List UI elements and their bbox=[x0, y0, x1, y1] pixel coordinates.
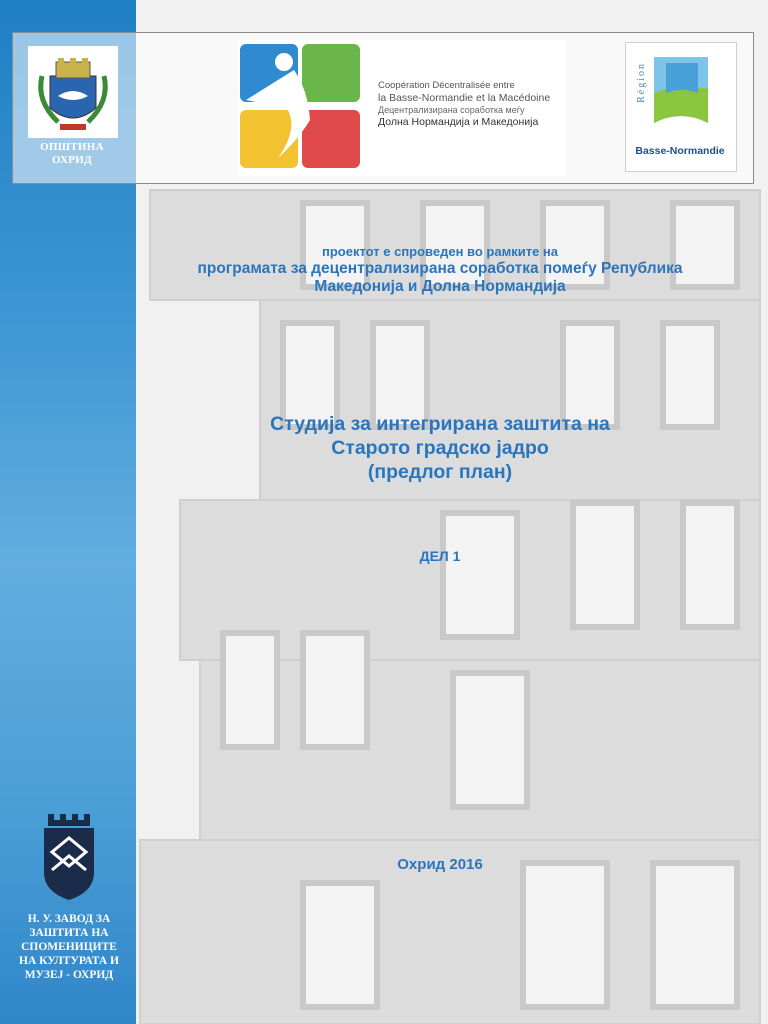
cooperation-line-mk-1: Децентрализирана соработка меѓу bbox=[378, 105, 525, 115]
region-name: Basse-Normandie bbox=[635, 145, 725, 157]
municipality-name-line: ОХРИД bbox=[52, 154, 92, 166]
cooperation-line-fr-2: la Basse-Normandie et la Macédoine bbox=[378, 92, 551, 104]
institute-name-line: ЗАШТИТА НА bbox=[29, 927, 109, 939]
title-line: Студија за интегрирана заштита на bbox=[270, 413, 610, 435]
title-line: (предлог план) bbox=[367, 461, 513, 483]
program-line: Македонија и Долна Нормандија bbox=[314, 278, 566, 295]
title-line: Старото градско јадро bbox=[331, 437, 549, 459]
program-text bbox=[140, 260, 740, 296]
program-line: програмата за децентрализирана соработка помеѓу Република bbox=[197, 260, 683, 277]
municipality-name bbox=[14, 141, 130, 167]
institute-name-line: Н. У. ЗАВОД ЗА bbox=[27, 913, 111, 925]
institute-name-line: СПОМЕНИЦИТЕ bbox=[21, 941, 117, 953]
region-label: Région bbox=[636, 62, 647, 103]
institute-logo bbox=[38, 812, 100, 902]
institute-name-line: НА КУЛТУРАТА И bbox=[19, 955, 119, 967]
cooperation-text bbox=[378, 80, 566, 128]
project-intro: проектот е спроведен во рамките на bbox=[321, 244, 558, 259]
ohrid-crest-logo bbox=[28, 46, 118, 138]
municipality-name-line: ОПШТИНА bbox=[40, 141, 104, 153]
institute-name bbox=[10, 912, 128, 982]
document-title bbox=[140, 412, 740, 484]
institute-name-line: МУЗЕЈ - ОХРИД bbox=[24, 969, 114, 981]
part-label: ДЕЛ 1 bbox=[419, 548, 461, 564]
cooperation-line-mk-2: Долна Нормандија и Македонија bbox=[378, 116, 539, 128]
place-year: Охрид 2016 bbox=[397, 856, 483, 873]
cooperation-line-fr-1: Coopération Décentralisée entre bbox=[378, 80, 515, 91]
